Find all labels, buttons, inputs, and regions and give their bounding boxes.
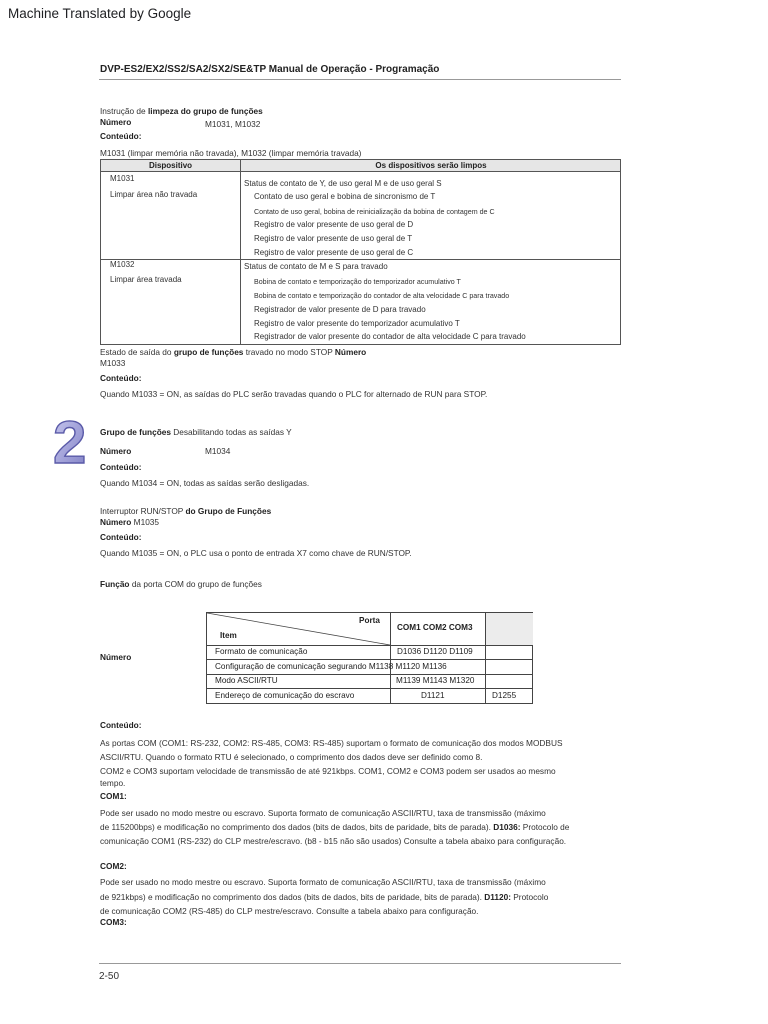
chapter-number-text: 2 <box>53 413 86 467</box>
device-clear-table <box>100 159 621 345</box>
sec3-numero-label: Número <box>100 446 132 456</box>
com-table-porta: Porta <box>359 616 380 625</box>
device-r1-line: Registro de valor presente de uso geral de D <box>254 220 414 229</box>
sec2-text: Quando M1033 = ON, as saídas do PLC serão travadas quando o PLC for alternado de RUN para STOP. <box>100 389 488 399</box>
sec6-p1-line: COM2 e COM3 suportam velocidade de transmissão de até 921kbps. COM1, COM2 e COM3 podem ser usados ao mesmo <box>100 766 556 776</box>
com1-line: comunicação COM1 (RS-232) do CLP mestre/escravo. (b8 - b15 não são usados) Consulte a tabela abaixo para configuração. <box>100 836 567 846</box>
device-r2-line: Bobina de contato e temporização do contador de alta velocidade C para travado <box>254 292 510 300</box>
sec1-numero-label: Número <box>100 117 132 127</box>
com-table-head-com: COM1 COM2 COM3 <box>397 623 473 632</box>
com2-label: COM2: <box>100 861 127 871</box>
com1-line: Pode ser usado no modo mestre ou escravo. Suporta formato de comunicação ASCII/RTU, taxa de transmissão (máximo <box>100 808 546 818</box>
sec4-conteudo-label: Conteúdo: <box>100 532 142 542</box>
sec2-numero-value: M1033 <box>100 358 126 368</box>
sec1-numero-value: M1031, M1032 <box>205 119 261 129</box>
device-table-header-cleared: Os dispositivos serão limpos <box>375 161 487 170</box>
device-r2-line: Bobina de contato e temporização do temporizador acumulativo T <box>254 278 461 286</box>
footer-rule <box>99 963 621 964</box>
com-r2-label: Configuração de comunicação segurando M1138 M1120 M1136 <box>215 662 447 671</box>
device-r1-line: Registro de valor presente de uso geral de C <box>254 248 414 257</box>
com-table-row-divider <box>207 645 532 646</box>
com3-label: COM3: <box>100 917 127 927</box>
sec1-intro: Instrução de limpeza do grupo de funções <box>100 106 263 116</box>
sec2-title: Estado de saída do grupo de funções travado no modo STOP Número <box>100 347 367 357</box>
document-header: DVP-ES2/EX2/SS2/SA2/SX2/SE&TP Manual de Operação - Programação <box>100 64 440 75</box>
com-table-col-divider <box>485 613 486 703</box>
sec4-text: Quando M1035 = ON, o PLC usa o ponto de entrada X7 como chave de RUN/STOP. <box>100 548 412 558</box>
com-table-row-divider <box>207 688 532 689</box>
device-r1-line: Registro de valor presente de uso geral de T <box>254 234 413 243</box>
sec1-line: M1031 (limpar memória não travada), M1032 (limpar memória travada) <box>100 148 362 158</box>
machine-translated-banner: Machine Translated by Google <box>8 6 192 21</box>
com-r1-label: Formato de comunicação <box>215 647 308 656</box>
device-r2-line: Registrador de valor presente do contador de alta velocidade C para travado <box>254 332 526 341</box>
sec3-numero-value: M1034 <box>205 446 231 456</box>
com-table-empty-header-cell <box>485 613 533 645</box>
device-r2-line: Registrador de valor presente de D para travado <box>254 305 426 314</box>
com1-label: COM1: <box>100 791 127 801</box>
device-r1-line: Status de contato de Y, de uso geral M e de uso geral S <box>244 179 442 188</box>
sec3-title: Grupo de funções Desabilitando todas as saídas Y <box>100 427 292 437</box>
com-r3-label: Modo ASCII/RTU <box>215 676 278 685</box>
sec3-conteudo-label: Conteúdo: <box>100 462 142 472</box>
sec5-numero-label: Número <box>100 652 132 662</box>
com-r4-val-a: D1121 <box>421 691 445 700</box>
device-r2-line: Status de contato de M e S para travado <box>244 262 388 271</box>
header-rule <box>99 79 621 80</box>
com1-line: de 115200bps) e modificação no comprimento dos dados (bits de dados, bits de paridade, bits de parada). D1036: Protocolo de <box>100 822 570 832</box>
sec6-p1-line: ASCII/RTU. Quando o formato RTU é selecionado, o comprimento dos dados deve ser definido como 8. <box>100 752 483 762</box>
device-r2-code: M1032 <box>110 260 135 269</box>
com-table-row-divider <box>207 674 532 675</box>
sec1-conteudo-label: Conteúdo: <box>100 131 142 141</box>
com-table-item: Item <box>220 631 237 640</box>
com-port-table <box>206 612 533 704</box>
device-r1-code: M1031 <box>110 174 135 183</box>
device-r2-desc: Limpar área travada <box>110 275 182 284</box>
com-r1-vals: D1036 D1120 D1109 <box>397 647 473 656</box>
device-table-row-divider <box>101 259 620 260</box>
sec6-p1-line: As portas COM (COM1: RS-232, COM2: RS-485, COM3: RS-485) suportam o formato de comunicação dos modos MODBUS <box>100 738 563 748</box>
com-table-col-divider <box>390 613 391 703</box>
device-r1-desc: Limpar área não travada <box>110 190 198 199</box>
chapter-number-mark <box>52 413 86 467</box>
sec4-title: Interruptor RUN/STOP do Grupo de Funções <box>100 506 272 516</box>
sec5-title: Função da porta COM do grupo de funções <box>100 579 262 589</box>
sec6-conteudo-label: Conteúdo: <box>100 720 142 730</box>
page-number: 2-50 <box>99 971 120 982</box>
com2-line: Pode ser usado no modo mestre ou escravo. Suporta formato de comunicação ASCII/RTU, taxa de transmissão (máximo <box>100 877 546 887</box>
com-r3-vals: M1139 M1143 M1320 <box>396 676 475 685</box>
com2-line: de 921kbps) e modificação no comprimento dos dados (bits de dados, bits de paridade, bits de parada). D1120: Protocolo <box>100 892 549 902</box>
sec6-p1-line: tempo. <box>100 778 126 788</box>
sec3-text: Quando M1034 = ON, todas as saídas serão desligadas. <box>100 478 310 488</box>
device-r2-line: Registro de valor presente do temporizador acumulativo T <box>254 319 460 328</box>
device-r1-line: Contato de uso geral e bobina de sincronismo de T <box>254 192 436 201</box>
com2-line: de comunicação COM2 (RS-485) do CLP mestre/escravo. Consulte a tabela abaixo para configuração. <box>100 906 479 916</box>
com-table-row-divider <box>207 659 532 660</box>
device-r1-line: Contato de uso geral, bobina de reinicialização da bobina de contagem de C <box>254 208 495 216</box>
sec4-numero: Número M1035 <box>100 517 160 527</box>
com-r4-label: Endereço de comunicação do escravo <box>215 691 355 700</box>
sec2-conteudo-label: Conteúdo: <box>100 373 142 383</box>
com-r4-val-b: D1255 <box>492 691 517 700</box>
device-table-divider <box>240 160 241 344</box>
device-table-header-device: Dispositivo <box>148 161 193 170</box>
